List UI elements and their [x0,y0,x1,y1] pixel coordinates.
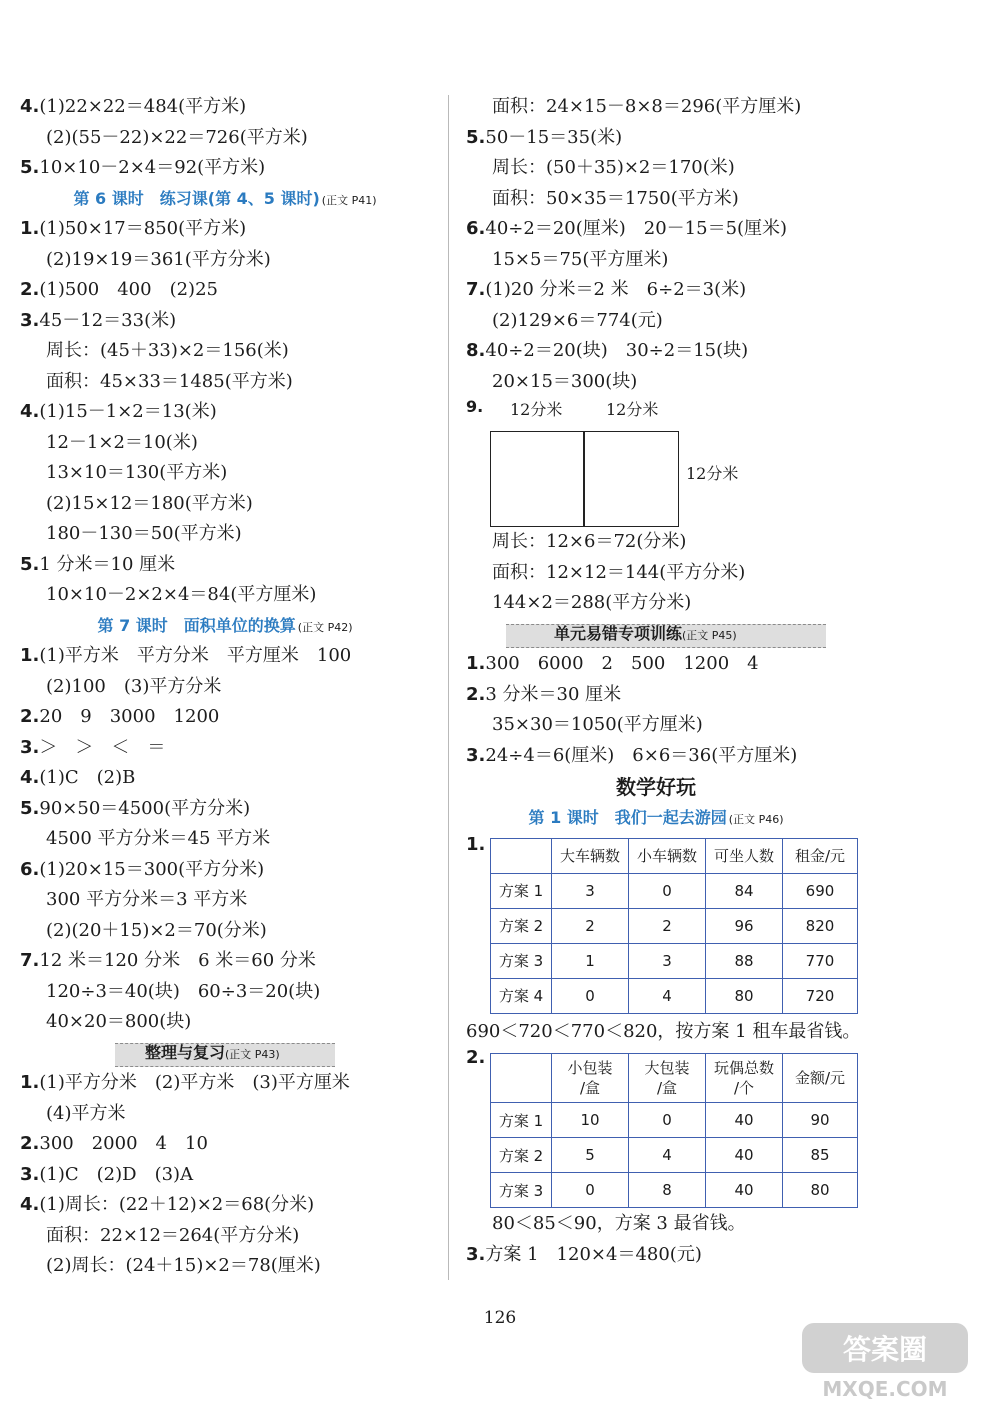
answer-line: 690＜720＜770＜820，按方案 1 租车最省钱。 [466,1020,861,1042]
svg-text:答案圈: 答案圈 [842,1333,928,1366]
answer-line: 4500 平方分米＝45 平方米 [46,828,271,849]
table-cell: 40 [706,1138,783,1173]
table-cell: 88 [706,943,783,978]
table-cell: 10 [552,1103,629,1138]
answer-line: 7.(1)20 分米＝2 米 6÷2＝3(米) [466,279,747,300]
table-header-cell: 小包装 /盒 [552,1054,629,1103]
table-cell: 820 [783,908,858,943]
table-header-cell: 小车辆数 [629,838,706,873]
answer-line: 5.50－15＝35(米) [466,126,623,148]
answer-line: 5.90×50＝4500(平方分米) [20,797,251,819]
answer-line: 120÷3＝40(块) 60÷3＝20(块) [46,980,321,1002]
answer-line: 周长：(45＋33)×2＝156(米) [46,340,289,361]
table-header-cell: 大车辆数 [552,838,629,873]
answer-line: 3.＞ ＞ ＜ ＝ [20,736,166,758]
table-cell: 2 [629,908,706,943]
answer-line: 2.300 2000 4 10 [20,1133,208,1154]
square-right [584,431,679,527]
rental-table-block [466,834,986,1017]
lesson-heading: 第 6 课时 练习课(第 4、5 课时) (正文 P41) [73,188,377,208]
figure-number: 9. [466,397,484,416]
svg-text:MXQE.COM: MXQE.COM [822,1377,948,1401]
toy-table-block [466,1047,986,1209]
table-header-cell: 租金/元 [783,838,858,873]
answer-line: 5.1 分米＝10 厘米 [20,553,176,575]
table-row [491,1103,858,1138]
answer-line: 4.(1)周长：(22＋12)×2＝68(分米) [20,1194,315,1215]
table-cell: 3 [629,943,706,978]
table-header-cell [491,1054,552,1103]
table-header-cell: 可坐人数 [706,838,783,873]
answer-line: 40×20＝800(块) [46,1011,192,1032]
answer-line: 35×30＝1050(平方厘米) [492,714,703,735]
toy-table [490,1053,858,1208]
table-row [491,1138,858,1173]
figure-label-top-left: 12分米 [510,400,563,419]
answer-line: 2.3 分米＝30 厘米 [466,683,622,705]
column-divider [448,95,449,1280]
answer-line: 144×2＝288(平方分米) [492,592,692,613]
left-column [20,92,430,1282]
table-cell: 4 [629,1138,706,1173]
question-number: 1. [466,833,486,855]
table-cell: 40 [706,1173,783,1208]
table-cell: 方案 1 [491,1103,552,1138]
watermark-logo [800,1321,970,1403]
answer-line: 面积：50×35＝1750(平方米) [492,187,739,209]
table-cell: 5 [552,1138,629,1173]
table-cell: 40 [706,1103,783,1138]
table-cell: 方案 2 [491,1138,552,1173]
table-cell: 90 [783,1103,858,1138]
answer-line: 面积：12×12＝144(平方分米) [492,561,746,583]
answer-line: 180－130＝50(平方米) [46,523,242,544]
table-row [491,908,858,943]
figure-label-side: 12分米 [686,464,739,483]
square-left [490,431,584,527]
table-cell: 720 [783,978,858,1013]
table-cell: 方案 3 [491,1173,552,1208]
answer-line: 20×15＝300(块) [492,370,638,392]
table-cell: 方案 2 [491,908,552,943]
table-cell: 8 [629,1173,706,1208]
answer-line: (4)平方米 [46,1102,126,1124]
table-header-cell: 金额/元 [783,1054,858,1103]
answer-line: 1.(1)50×17＝850(平方米) [20,218,247,239]
answer-line: (2)15×12＝180(平方米) [46,492,253,514]
answer-line: 5.10×10－2×4＝92(平方米) [20,157,266,178]
table-row [491,873,858,908]
table-cell: 3 [552,873,629,908]
table-cell: 0 [629,873,706,908]
answer-line: (2)周长：(24＋15)×2＝78(厘米) [46,1255,321,1276]
answer-line: 80＜85＜90，方案 3 最省钱。 [492,1213,746,1234]
answer-line: 4.(1)C (2)B [20,767,136,788]
question-number: 2. [466,1047,486,1068]
answer-line: 8.40÷2＝20(块) 30÷2＝15(块) [466,340,749,361]
answer-line: 12－1×2＝10(米) [46,431,198,453]
answer-line: 6.(1)20×15＝300(平方分米) [20,858,265,880]
answer-line: 4.(1)15－1×2＝13(米) [20,401,217,422]
rental-table [490,838,858,1014]
table-header-cell: 玩偶总数 /个 [706,1054,783,1103]
table-cell: 770 [783,943,858,978]
table-cell: 80 [706,978,783,1013]
answer-line: 面积：24×15－8×8＝296(平方厘米) [492,96,802,117]
table-cell: 0 [552,978,629,1013]
answer-line: 13×10＝130(平方米) [46,462,228,483]
answer-line: 周长：(50＋35)×2＝170(米) [492,157,735,178]
answer-line: 面积：45×33＝1485(平方米) [46,370,293,392]
table-header-cell [491,838,552,873]
table-cell: 84 [706,873,783,908]
table-row [491,1173,858,1208]
table-cell: 方案 1 [491,873,552,908]
answer-line: 面积：22×12＝264(平方分米) [46,1224,300,1246]
lesson-heading: 第 1 课时 我们一起去游园 (正文 P46) [528,808,784,827]
table-cell: 0 [629,1103,706,1138]
answer-line: 7.12 米＝120 分米 6 米＝60 分米 [20,950,316,971]
table-cell: 80 [783,1173,858,1208]
answer-line: 300 平方分米＝3 平方米 [46,889,248,910]
answer-line: 1.(1)平方分米 (2)平方米 (3)平方厘米 [20,1072,350,1093]
right-column [466,92,986,1270]
figure-label-top-right: 12分米 [606,400,659,419]
table-cell: 1 [552,943,629,978]
answer-line: 3.45－12＝33(米) [20,309,177,331]
answer-line: (2)(20＋15)×2＝70(分米) [46,919,267,941]
table-row [491,943,858,978]
table-cell: 690 [783,873,858,908]
review-heading: 整理与复习(正文 P43) [20,1038,430,1069]
unit-training-heading: 单元易错专项训练(正文 P45) [466,619,986,650]
table-cell: 方案 3 [491,943,552,978]
table-header-cell: 大包装 /盒 [629,1054,706,1103]
answer-line: 6.40÷2＝20(厘米) 20－15＝5(厘米) [466,218,788,239]
lesson-heading: 第 7 课时 面积单位的换算 (正文 P42) [97,615,353,635]
answer-line: 1.(1)平方米 平方分米 平方厘米 100 [20,645,352,666]
table-cell: 96 [706,908,783,943]
answer-line: (2)100 (3)平方分米 [46,675,222,697]
answer-line: (2)(55－22)×22＝726(平方米) [46,126,308,148]
table-row [491,978,858,1013]
answer-line: 1.300 6000 2 500 1200 4 [466,653,759,674]
table-cell: 4 [629,978,706,1013]
squares-figure [466,397,986,527]
answer-line: 2.20 9 3000 1200 [20,706,220,727]
section-title: 数学好玩 [616,775,696,799]
table-cell: 2 [552,908,629,943]
table-cell: 85 [783,1138,858,1173]
answer-line: (2)129×6＝774(元) [492,309,663,331]
page-number: 126 [483,1308,517,1328]
answer-line: 2.(1)500 400 (2)25 [20,279,218,300]
answer-line: 3.(1)C (2)D (3)A [20,1163,194,1185]
answer-line: 10×10－2×2×4＝84(平方厘米) [46,584,317,605]
answer-line: 周长：12×6＝72(分米) [492,531,687,552]
table-cell: 0 [552,1173,629,1208]
answer-line: (2)19×19＝361(平方分米) [46,248,271,270]
answer-line: 4.(1)22×22＝484(平方米) [20,96,247,117]
answer-line: 3.方案 1 120×4＝480(元) [466,1243,702,1265]
answer-line: 15×5＝75(平方厘米) [492,248,669,270]
table-cell: 方案 4 [491,978,552,1013]
answer-line: 3.24÷4＝6(厘米) 6×6＝36(平方厘米) [466,744,798,766]
